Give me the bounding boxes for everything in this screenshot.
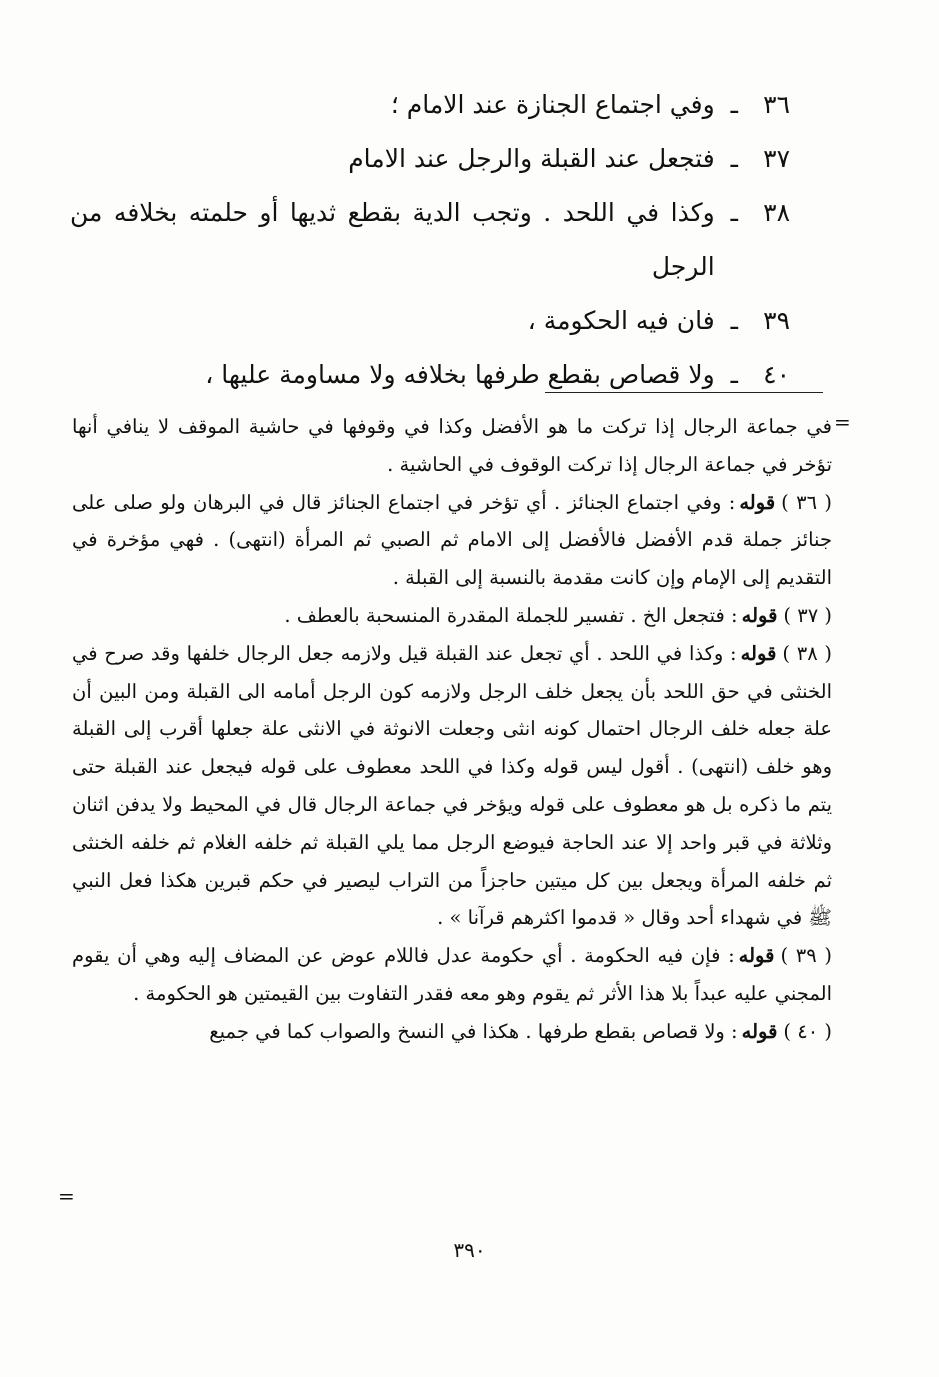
footnote-text: : وفي اجتماع الجنائز . أي تؤخر في اجتماع الجنائز قال في البرهان ولو صلى على جنائز جملة قدم الأفضل فالأفضل إلى الامام ثم الصبي ثم المرأة (انتهى) . فهي مؤخرة في التقديم إلى الإمام وإن كانت مقدمة بالنسبة إلى القبلة .: [72, 490, 832, 590]
line-dash: ـ: [730, 360, 738, 389]
footnote-keyword: قوله: [741, 603, 778, 627]
footnote-paragraph: [72, 1013, 832, 1051]
main-line-37: [70, 132, 790, 186]
line-text: وكذا في اللحد . وتجب الدية بقطع ثديها أو حلمته بخلافه من الرجل: [70, 198, 715, 281]
footnote-text: في جماعة الرجال إذا تركت ما هو الأفضل وكذا في وقوفها في حاشية الموقف لا ينافي أنها تؤخر في جماعة الرجال إذا تركت الوقوف في الحاشية .: [72, 415, 832, 476]
line-number: ٤٠: [763, 360, 790, 389]
line-text: ولا قصاص بقطع طرفها بخلافه ولا مساومة عليها ،: [205, 360, 715, 389]
footnote-ref: ( ٣٨ ): [782, 641, 832, 665]
main-line-36: [70, 78, 790, 132]
line-number: ٣٩: [763, 306, 790, 335]
footnote-text: : وكذا في اللحد . أي تجعل عند القبلة قيل ولازمه جعل الرجال خلفها وقد صرح في الخنثى في حق اللحد بأن يجعل خلف الرجل ولازمه كون الرجل أمامه الى القبلة ومن البين أن علة جعله خلف الرجال احتمال كونه انثى وجعلت الانوثة في الانثى علة جعلها أقرب إلى القبلة وهو خلف (انتهى) . أقول ليس قوله وكذا في اللحد معطوف على قوله فيجعل عند القبلة حتى يتم ما ذكره بل هو معطوف على قوله ويؤخر في جماعة الرجال قال في المحيط ولا يدفن اثنان وثلاثة في قبر واحد إلا عند الحاجة فيوضع الرجل مما يلي القبلة ثم خلفه الغلام ثم خلفه الخنثى ثم خلفه المرأة ويجعل بين كل ميتين حاجزاً من التراب ليصير في حكم قبرين هكذا فعل النبي ﷺ في شهداء أحد وقال « قدموا اكثرهم قرآنا » .: [72, 641, 832, 930]
footnote-continuation-mark: =: [834, 410, 851, 434]
footnote-paragraph: [72, 597, 832, 635]
footnote-paragraph: [72, 408, 832, 484]
footnote-paragraph: [72, 635, 832, 937]
main-line-40: [70, 348, 790, 402]
footnote-keyword: قوله: [739, 490, 776, 514]
line-number: ٣٧: [763, 144, 790, 173]
footnote-paragraph: [72, 937, 832, 1013]
footnote-ref: ( ٤٠ ): [783, 1019, 832, 1043]
main-line-39: [70, 294, 790, 348]
line-number: ٣٨: [763, 198, 790, 227]
line-text: فان فيه الحكومة ،: [527, 306, 715, 335]
main-text-block: [70, 78, 790, 402]
footnote-ref: ( ٣٩ ): [780, 944, 832, 968]
footnote-ref: ( ٣٧ ): [783, 603, 832, 627]
footnote-keyword: قوله: [741, 1019, 778, 1043]
line-text: فتجعل عند القبلة والرجل عند الامام: [348, 144, 715, 173]
line-dash: ـ: [730, 306, 738, 335]
footnote-text: : فتجعل الخ . تفسير للجملة المقدرة المنسحبة بالعطف .: [284, 603, 738, 627]
footnote-text: : فإن فيه الحكومة . أي حكومة عدل فاللام عوض عن المضاف إليه وهي أن يقوم المجني عليه عبداً بلا هذا الأثر ثم يقوم وهو معه فقدر التفاوت بين القيمتين هو الحكومة .: [72, 944, 832, 1005]
line-dash: ـ: [730, 198, 738, 227]
line-dash: ـ: [730, 144, 738, 173]
footnotes-block: [72, 408, 832, 1051]
footnote-ref: ( ٣٦ ): [781, 490, 832, 514]
main-line-38: [70, 186, 790, 294]
page-number: ٣٩٠: [453, 1238, 486, 1262]
footnote-text: : ولا قصاص بقطع طرفها . هكذا في النسخ والصواب كما في جميع: [209, 1019, 738, 1043]
footnote-keyword: قوله: [738, 944, 775, 968]
line-number: ٣٦: [763, 90, 790, 119]
footnote-divider: [545, 392, 823, 393]
footnote-keyword: قوله: [740, 641, 777, 665]
footnote-paragraph: [72, 484, 832, 597]
footnote-continuation-mark-end: =: [58, 1184, 75, 1208]
line-dash: ـ: [730, 90, 738, 119]
line-text: وفي اجتماع الجنازة عند الامام ؛: [390, 90, 715, 119]
